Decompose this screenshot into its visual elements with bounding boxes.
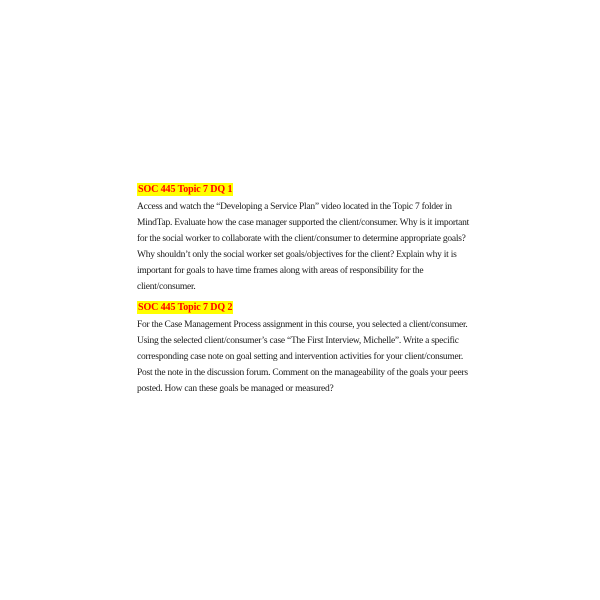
section-heading-row [137,181,477,194]
paragraph-line: client/consumer. [137,282,196,292]
document-content [137,181,477,397]
paragraph-line: Using the selected client/consumer’s case “The First Interview, Michelle”. Write a specific [137,336,459,346]
paragraph-line: Post the note in the discussion forum. Comment on the manageability of the goals your peers [137,368,468,378]
discussion-question-1-section [137,181,477,295]
section-heading-dq1: SOC 445 Topic 7 DQ 1 [138,184,233,195]
section-heading-row [137,299,477,312]
paragraph-line: important for goals to have time frames along with areas of responsibility for the [137,266,424,276]
discussion-question-2-section [137,299,477,397]
paragraph-line: MindTap. Evaluate how the case manager supported the client/consumer. Why is it important [137,218,470,228]
section-heading-dq2: SOC 445 Topic 7 DQ 2 [138,302,233,313]
paragraph-line: corresponding case note on goal setting and intervention activities for your client/consumer. [137,352,464,362]
paragraph-line: posted. How can these goals be managed or measured? [137,384,334,394]
paragraph-line: for the social worker to collaborate with the client/consumer to determine appropriate goals? [137,234,466,244]
paragraph-line: Why shouldn’t only the social worker set goals/objectives for the client? Explain why it is [137,250,457,260]
paragraph-line: Access and watch the “Developing a Service Plan” video located in the Topic 7 folder in [137,202,452,212]
paragraph-line: For the Case Management Process assignment in this course, you selected a client/consumer. [137,320,468,330]
